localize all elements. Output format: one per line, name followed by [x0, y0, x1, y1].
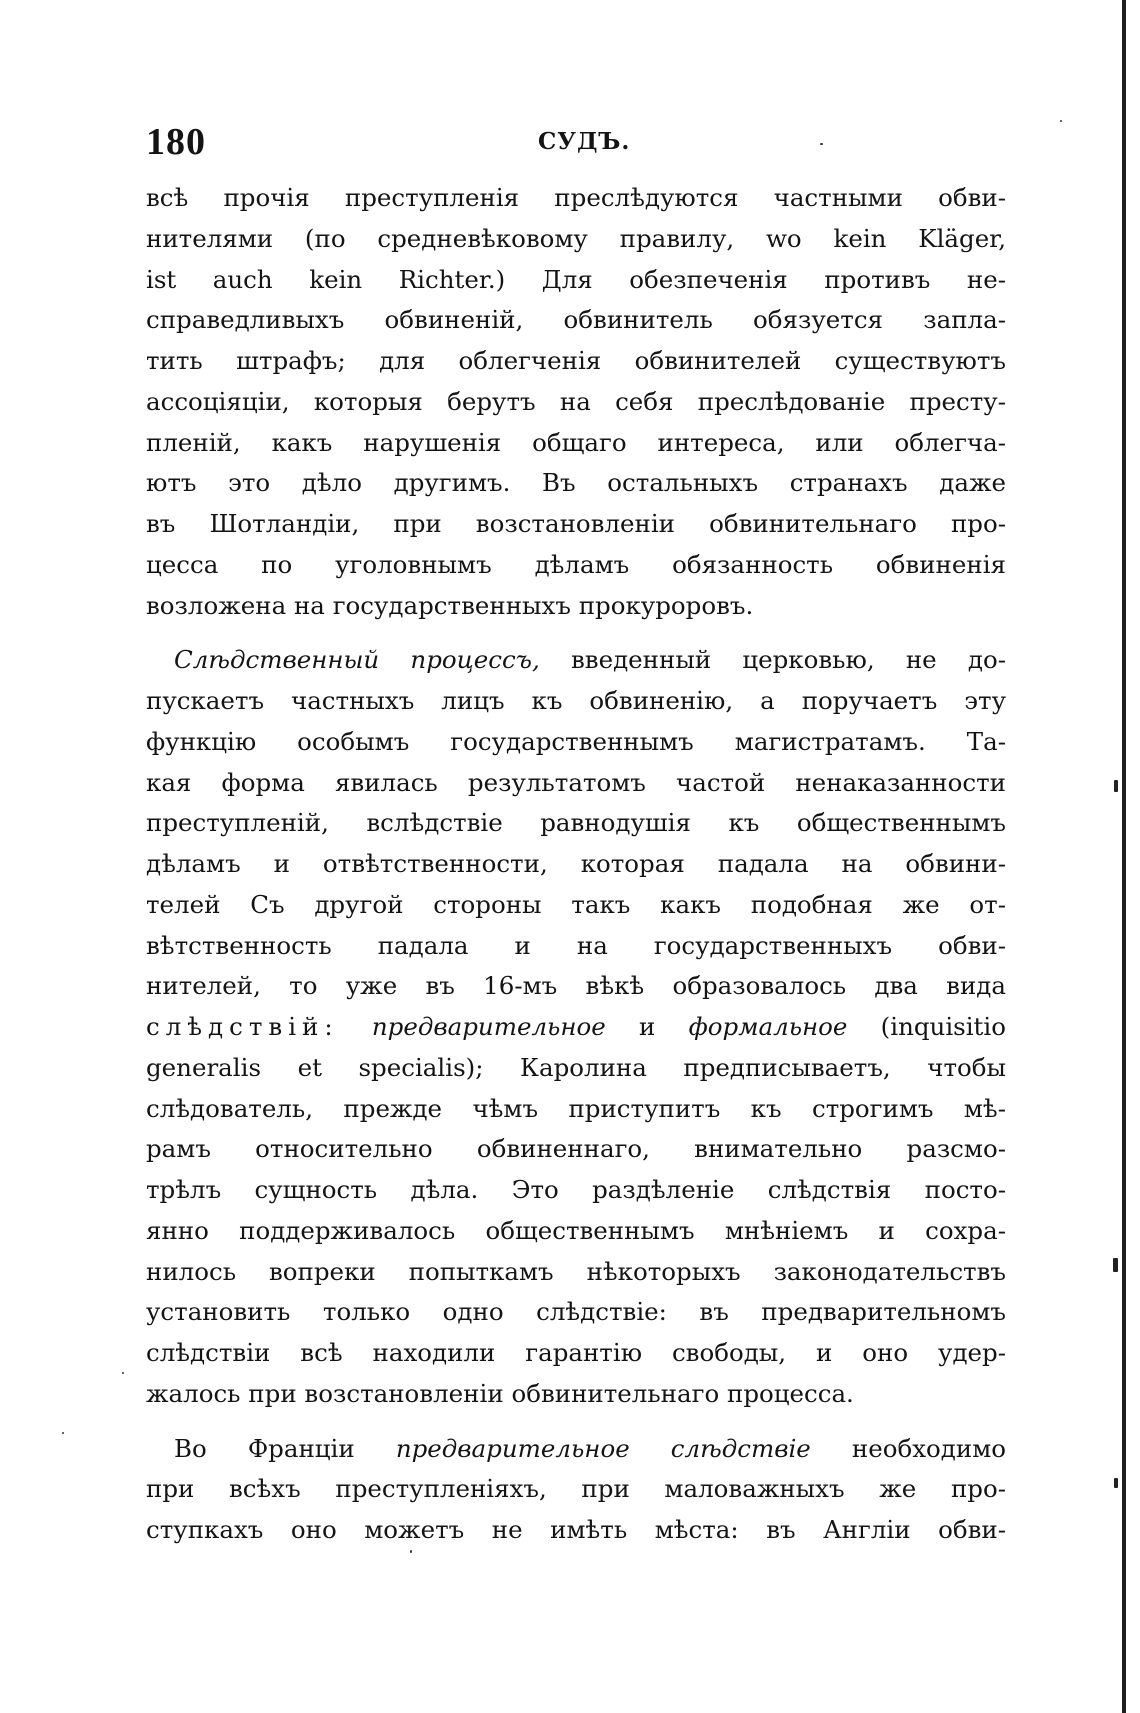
page-header	[146, 120, 1006, 164]
text-line	[146, 1429, 1006, 1470]
text-line	[146, 1007, 1006, 1048]
text-line: функцію особымъ государственнымъ магистратамъ. Та-	[146, 726, 1006, 756]
text-line: пленій, какъ нарушенія общаго интереса, или облегча-	[146, 427, 1006, 457]
paper-speck	[1060, 120, 1062, 122]
inline-text: Во Франціи	[174, 1433, 396, 1463]
text-line: трѣлъ сущность дѣла. Это раздѣленіе слѣдствія посто-	[146, 1175, 1006, 1204]
inline-text: необходимо	[810, 1433, 1006, 1463]
text-line: справедливыхъ обвиненій, обвинитель обязуется запла-	[146, 305, 1006, 335]
paragraph-gap	[146, 626, 1006, 640]
text-line: янно поддерживалось общественнымъ мнѣніемъ и сохра-	[146, 1215, 1006, 1245]
text-line: пускаетъ частныхъ лицъ къ обвиненію, а поручаетъ эту	[146, 686, 1006, 715]
text-line: возложена на государственныхъ прокуроровъ.	[146, 590, 754, 620]
text-line: въ Шотландіи, при возстановленіи обвинительнаго про-	[146, 509, 1006, 538]
text-line: дѣламъ и отвѣтственности, которая падала на обвини-	[146, 849, 1006, 878]
text-line: ассоціяціи, которыя берутъ на себя преслѣдованіе престу-	[146, 386, 1006, 416]
spaced-term: слѣдствій:	[146, 1012, 339, 1041]
paragraph-1	[146, 178, 1006, 626]
paper-speck	[62, 1432, 64, 1434]
italic-term: предварительное слѣдствіе	[395, 1433, 811, 1463]
text-line: жалось при возстановленіи обвинительнаго процесса.	[146, 1378, 854, 1408]
text-line: generalis et specialis); Каролина предписываетъ, чтобы	[146, 1052, 1006, 1082]
text-line: слѣдствіи всѣ находили гарантію свободы, и оно удер-	[146, 1338, 1006, 1367]
paragraph-2	[146, 640, 1006, 1414]
text-line: при всѣхъ преступленіяхъ, при маловажныхъ же про-	[146, 1474, 1006, 1504]
inline-text: введенный церковью, не до-	[539, 645, 1006, 675]
italic-term: предварительное	[371, 1012, 606, 1041]
text-line: ступкахъ оно можетъ не имѣть мѣста: въ Англіи обви-	[146, 1515, 1006, 1544]
text-line: телей Съ другой стороны такъ какъ подобная же от-	[146, 889, 1006, 919]
italic-term: формальное	[688, 1012, 848, 1041]
text-line: рамъ относительно обвиненнаго, внимательно разсмо-	[146, 1134, 1006, 1164]
text-line: слѣдователь, прежде чѣмъ приступитъ къ строгимъ мѣ-	[146, 1093, 1006, 1123]
text-line: вѣтственность падала и на государственныхъ обви-	[146, 930, 1006, 960]
text-line: установить только одно слѣдствіе: въ предварительномъ	[146, 1297, 1006, 1327]
text-line: ютъ это дѣло другимъ. Въ остальныхъ странахъ даже	[146, 468, 1006, 498]
edge-mark	[1114, 1478, 1118, 1488]
paragraph-3	[146, 1429, 1006, 1551]
page-number: 180	[146, 121, 206, 163]
text-line: цесса по уголовнымъ дѣламъ обязанность обвиненія	[146, 549, 1006, 579]
running-head: СУДЪ.	[538, 128, 631, 155]
binding-edge	[1122, 0, 1126, 1713]
italic-term: Слѣдственный процессъ,	[174, 645, 540, 675]
paragraph-gap	[146, 1415, 1006, 1429]
edge-mark	[1114, 780, 1118, 792]
text-line: всѣ прочія преступленія преслѣдуются частными обви-	[146, 183, 1006, 212]
text-line: тить штрафъ; для облегченія обвинителей существуютъ	[146, 346, 1006, 375]
body-text	[146, 178, 1006, 1551]
text-line: нилось вопреки попыткамъ нѣкоторыхъ законодательствъ	[146, 1256, 1006, 1286]
edge-mark	[1113, 1258, 1118, 1272]
text-line: нителями (по средневѣковому правилу, wo kein Kläger,	[146, 223, 1006, 253]
text-line: нителей, то уже въ 16-мъ вѣкѣ образовалось два вида	[146, 971, 1006, 1001]
text-line	[146, 640, 1006, 681]
text-line: ist auch kein Richter.) Для обезпеченія противъ не-	[146, 264, 1006, 294]
text-line: преступленій, вслѣдствіе равнодушія къ общественнымъ	[146, 808, 1006, 838]
text-line: кая форма явилась результатомъ частой ненаказанности	[146, 767, 1006, 797]
inline-text: и	[605, 1012, 689, 1041]
inline-text: (inquisitio	[847, 1012, 1006, 1041]
paper-speck	[122, 1372, 124, 1374]
